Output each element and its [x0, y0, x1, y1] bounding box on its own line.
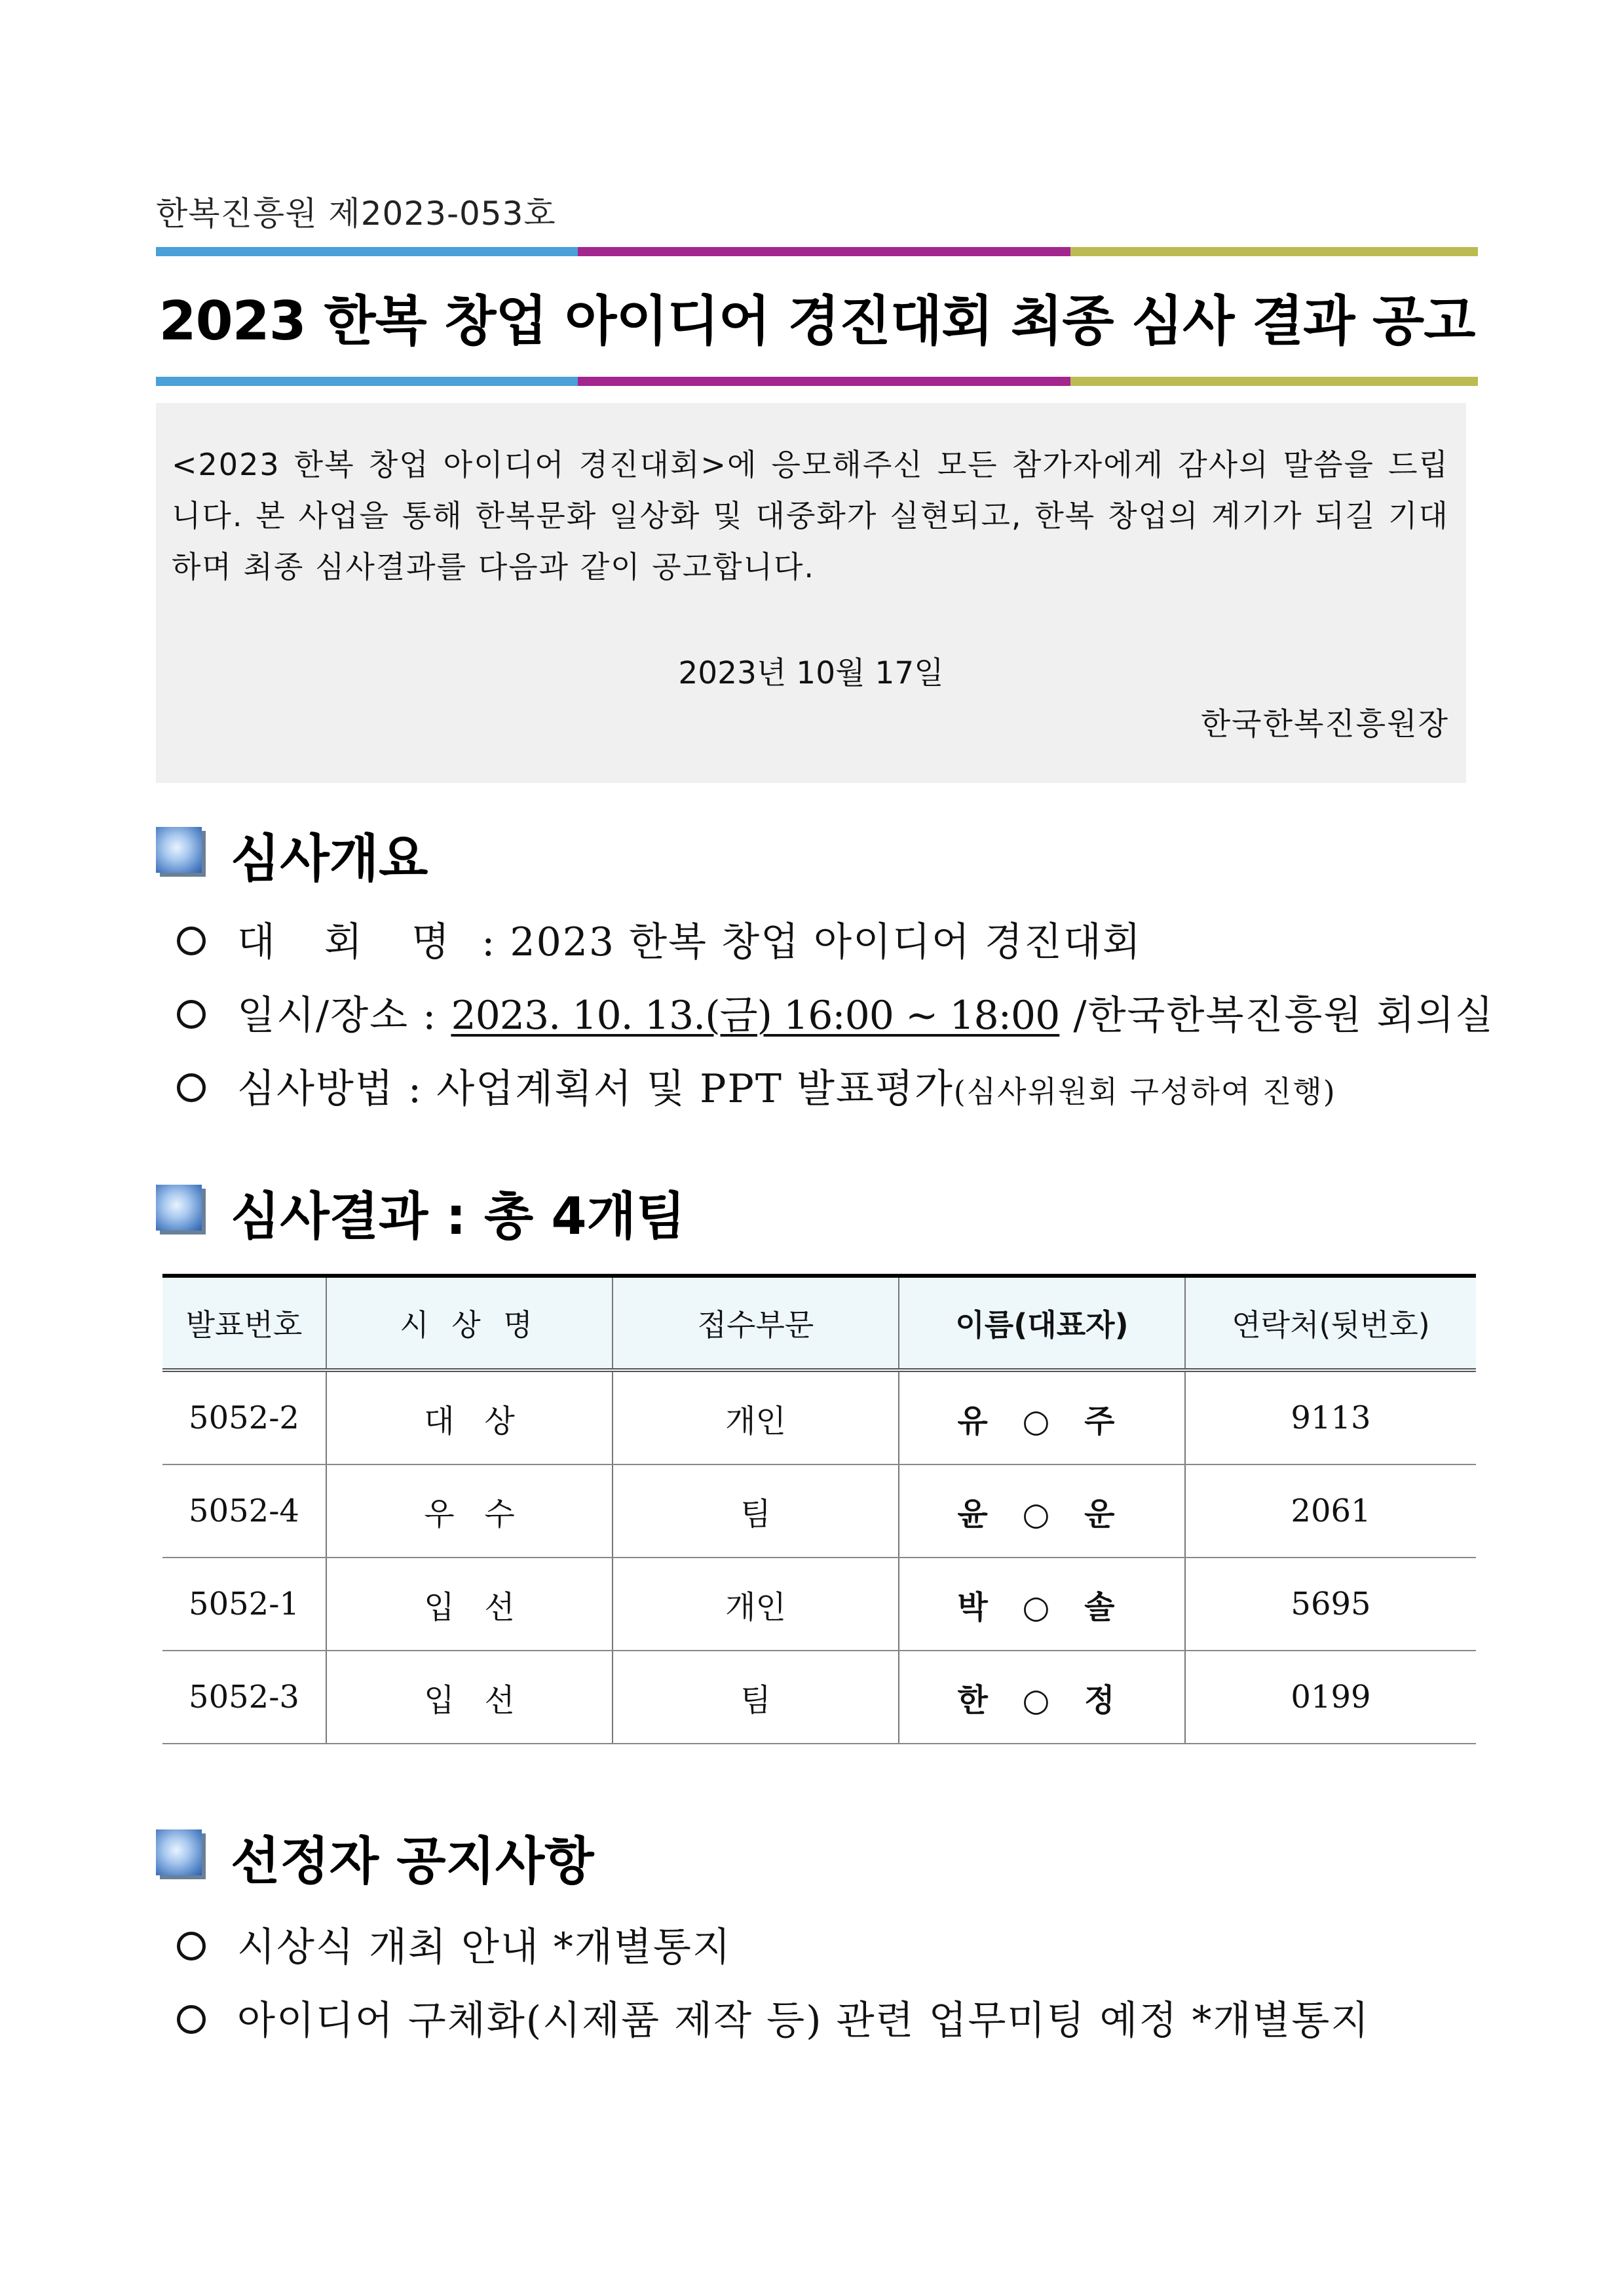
- notice-heading: 선정자 공지사항: [231, 1832, 594, 1891]
- notice-item-text: 시상식 개최 안내 *개별통지: [237, 1924, 732, 1970]
- table-header-row: [162, 1276, 1476, 1370]
- document-number: 한복진흥원 제2023-053호: [156, 195, 556, 233]
- circle-bullet-icon: [177, 1073, 206, 1102]
- column-header: 연락처(뒷번호): [1185, 1276, 1476, 1370]
- overview-contest-line: [177, 911, 1142, 967]
- presentation-number: 5052-4: [162, 1464, 326, 1558]
- overview-method-line: [177, 1058, 1336, 1114]
- color-bar-olive-top: [1070, 247, 1478, 256]
- award-name: 입 선: [326, 1651, 613, 1744]
- notice-item: [177, 1989, 1370, 2046]
- award-name: 입 선: [326, 1558, 613, 1651]
- intro-text: <2023 한복 창업 아이디어 경진대회>에 응모해주신 모든 참가자에게 감사의 말씀을 드립니다. 본 사업을 통해 한복문화 일상화 및 대중화가 실현되고, 한복 창업의 계기가 되길 기대하며 최종 심사결과를 다음과 같이 공고합니다.: [172, 447, 1449, 584]
- contact-number: 0199: [1185, 1651, 1476, 1744]
- category: 팀: [613, 1464, 899, 1558]
- circle-bullet-icon: [177, 927, 206, 955]
- contact-number: 9113: [1185, 1370, 1476, 1464]
- award-name: 대 상: [326, 1370, 613, 1464]
- table-row: [162, 1651, 1476, 1744]
- contact-number: 2061: [1185, 1464, 1476, 1558]
- color-bar-olive-bottom: [1070, 377, 1478, 386]
- results-heading: 심사결과 : 총 4개팀: [231, 1187, 686, 1246]
- section-bullet-icon: [156, 827, 202, 873]
- column-header: 시 상 명: [326, 1276, 613, 1370]
- color-bar-blue-bottom: [156, 377, 578, 386]
- overview-datetime-line: [177, 984, 1494, 1041]
- colon: :: [482, 919, 497, 965]
- issuer-name: 한국한복진흥원장: [1200, 706, 1449, 742]
- method-value: 사업계획서 및 PPT 발표평가: [436, 1066, 954, 1112]
- representative-name: 윤 ○ 운: [899, 1464, 1185, 1558]
- place-value: /한국한복진흥원 회의실: [1073, 993, 1495, 1039]
- section-bullet-icon: [156, 1829, 202, 1875]
- color-bar-magenta-top: [578, 247, 1070, 256]
- datetime-label: 일시/장소: [237, 993, 409, 1039]
- overview-heading: 심사개요: [231, 830, 428, 889]
- presentation-number: 5052-3: [162, 1651, 326, 1744]
- method-note: (심사위원회 구성하여 진행): [953, 1074, 1336, 1109]
- section-bullet-icon: [156, 1185, 202, 1231]
- datetime-value: 2023. 10. 13.(금) 16:00 ~ 18:00: [451, 993, 1060, 1039]
- method-label: 심사방법: [237, 1066, 394, 1112]
- contest-label: 대 회 명: [237, 919, 468, 965]
- color-bar-magenta-bottom: [578, 377, 1070, 386]
- category: 개인: [613, 1370, 899, 1464]
- table-row: [162, 1558, 1476, 1651]
- table-row: [162, 1370, 1476, 1464]
- table-row: [162, 1464, 1476, 1558]
- category: 팀: [613, 1651, 899, 1744]
- page-title: 2023 한복 창업 아이디어 경진대회 최종 심사 결과 공고: [159, 290, 1475, 353]
- results-table: [162, 1274, 1476, 1744]
- circle-bullet-icon: [177, 1000, 206, 1029]
- announcement-date: 2023년 10월 17일: [678, 655, 944, 691]
- circle-bullet-icon: [177, 1932, 206, 1961]
- representative-name: 박 ○ 솔: [899, 1558, 1185, 1651]
- column-header: 접수부문: [613, 1276, 899, 1370]
- representative-name: 한 ○ 정: [899, 1651, 1185, 1744]
- notice-item-text: 아이디어 구체화(시제품 제작 등) 관련 업무미팅 예정 *개별통지: [237, 1998, 1370, 2044]
- colon: :: [423, 993, 438, 1039]
- column-header: 발표번호: [162, 1276, 326, 1370]
- contact-number: 5695: [1185, 1558, 1476, 1651]
- presentation-number: 5052-1: [162, 1558, 326, 1651]
- category: 개인: [613, 1558, 899, 1651]
- award-name: 우 수: [326, 1464, 613, 1558]
- notice-item: [177, 1916, 732, 1972]
- presentation-number: 5052-2: [162, 1370, 326, 1464]
- representative-name: 유 ○ 주: [899, 1370, 1185, 1464]
- color-bar-blue-top: [156, 247, 578, 256]
- circle-bullet-icon: [177, 2005, 206, 2034]
- contest-value: 2023 한복 창업 아이디어 경진대회: [510, 919, 1142, 965]
- column-header: 이름(대표자): [899, 1276, 1185, 1370]
- colon: :: [407, 1066, 423, 1112]
